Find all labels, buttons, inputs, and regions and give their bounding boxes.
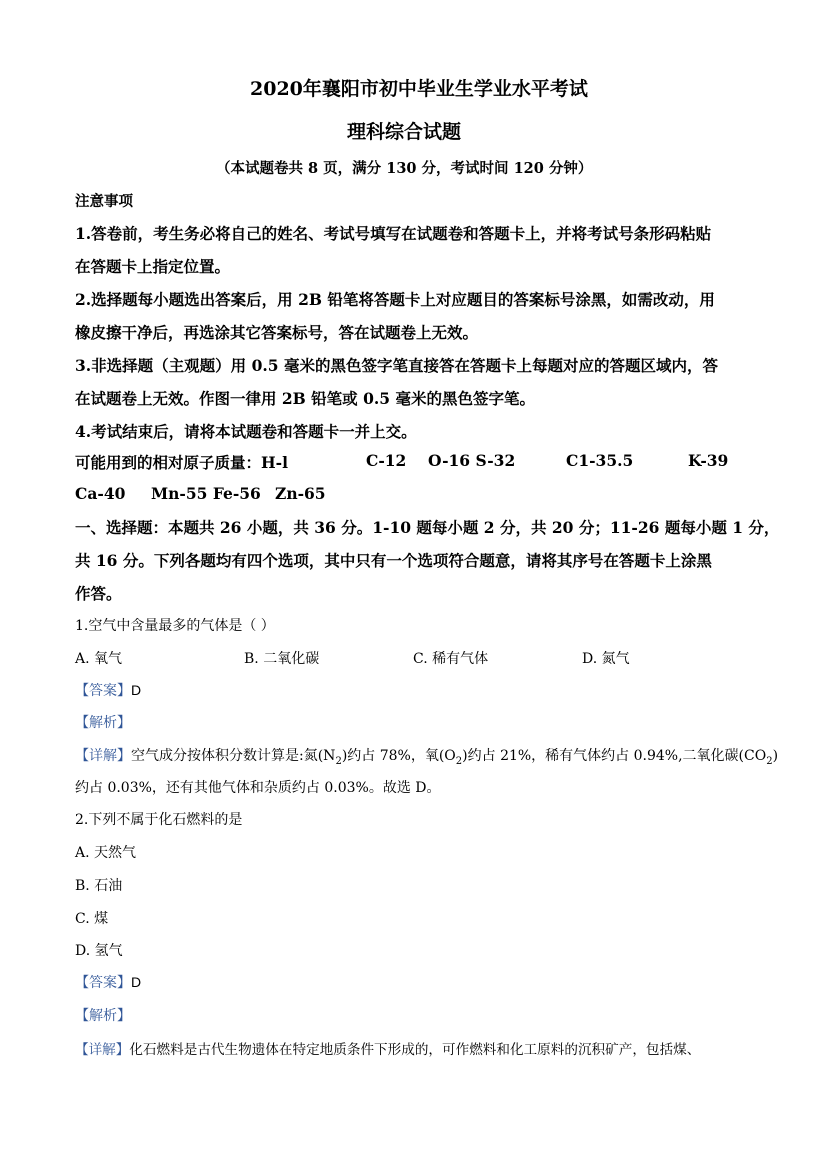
atomic-mass-mn-fe: Mn-55 Fe-56 xyxy=(151,484,261,503)
exam-meta: （本试题卷共 8 页，满分 130 分，考试时间 120 分钟） xyxy=(216,160,593,177)
notice-line-7: 4.考试结束后，请将本试题卷和答题卡一并上交。 xyxy=(75,422,417,441)
page-subtitle: 理科综合试题 xyxy=(347,121,462,143)
q1-subscript-o2: 2 xyxy=(455,755,463,767)
notice-heading: 注意事项 xyxy=(75,193,133,210)
q1-option-b: B. 二氧化碳 xyxy=(244,651,320,667)
atomic-mass-k: K-39 xyxy=(688,451,729,470)
q1-answer-tag: 【答案】 xyxy=(75,683,131,699)
q2-analysis-tag: 【解析】 xyxy=(75,1008,131,1024)
atomic-mass-cl: C1-35.5 xyxy=(566,451,634,470)
atomic-mass-label: 可能用到的相对原子质量：H-l xyxy=(75,453,288,472)
q1-detail-part-b: )约占 78%，氧(O xyxy=(341,748,456,764)
q2-option-b: B. 石油 xyxy=(75,878,123,894)
q1-detail-part-a: 空气成分按体积分数计算是:氮(N xyxy=(131,748,336,764)
section-intro-1: 一、选择题：本题共 26 小题，共 36 分。1-10 题每小题 2 分，共 20 分；11-26 题每小题 1 分， xyxy=(75,518,780,537)
q1-option-c: C. 稀有气体 xyxy=(413,651,489,667)
q2-answer-tag: 【答案】 xyxy=(75,975,131,991)
page-title: 2020年襄阳市初中毕业生学业水平考试 xyxy=(250,78,588,100)
q1-option-a: A. 氧气 xyxy=(75,651,123,667)
q1-answer-row xyxy=(75,680,141,700)
q1-detail-part-d: ) xyxy=(772,748,779,764)
q2-detail-tag: 【详解】 xyxy=(75,1042,130,1058)
atomic-mass-zn: Zn-65 xyxy=(275,484,326,503)
q1-detail-line-2: 约占 0.03%，还有其他气体和杂质约占 0.03%。故选 D。 xyxy=(75,780,441,796)
q1-detail-part-c: )约占 21%，稀有气体约占 0.94%,二氧化碳(CO xyxy=(462,748,767,764)
notice-line-1: 1.答卷前，考生务必将自己的姓名、考试号填写在试题卷和答题卡上，并将考试号条形码粘贴 xyxy=(75,224,712,243)
atomic-mass-ca: Ca-40 xyxy=(75,484,126,503)
q1-subscript-n2: 2 xyxy=(335,755,342,767)
q2-option-c: C. 煤 xyxy=(75,911,109,927)
q1-stem: 1.空气中含量最多的气体是（ ） xyxy=(75,618,275,634)
notice-line-4: 橡皮擦干净后，再选涂其它答案标号，答在试题卷上无效。 xyxy=(75,323,479,342)
q2-option-a: A. 天然气 xyxy=(75,845,137,861)
q2-stem: 2.下列不属于化石燃料的是 xyxy=(75,812,243,828)
atomic-mass-o-s: O-16 S-32 xyxy=(428,451,516,470)
q1-option-d: D. 氮气 xyxy=(582,651,630,667)
q1-subscript-co2: 2 xyxy=(766,755,773,767)
q2-answer-row xyxy=(75,972,141,992)
notice-line-5: 3.非选择题（主观题）用 0.5 毫米的黑色签字笔直接答在答题卡上每题对应的答题区域内，答 xyxy=(75,356,718,375)
notice-line-2: 在答题卡上指定位置。 xyxy=(75,257,231,276)
atomic-mass-c: C-12 xyxy=(366,451,407,470)
q1-detail-line-1 xyxy=(75,745,778,767)
q1-answer: D xyxy=(131,682,142,698)
q2-detail-line xyxy=(75,1038,700,1058)
q1-analysis-tag: 【解析】 xyxy=(75,715,131,731)
notice-line-3: 2.选择题每小题选出答案后，用 2B 铅笔将答题卡上对应题目的答案标号涂黑，如需改动，用 xyxy=(75,290,715,309)
notice-line-6: 在试题卷上无效。作图一律用 2B 铅笔或 0.5 毫米的黑色签字笔。 xyxy=(75,389,535,408)
q2-detail-text: 化石燃料是古代生物遗体在特定地质条件下形成的，可作燃料和化工原料的沉积矿产，包括煤、 xyxy=(129,1042,701,1058)
section-intro-2: 共 16 分。下列各题均有四个选项，其中只有一个选项符合题意，请将其序号在答题卡上涂黑 xyxy=(75,551,712,570)
section-intro-3: 作答。 xyxy=(75,584,122,603)
q2-option-d: D. 氢气 xyxy=(75,943,123,959)
q1-detail-tag: 【详解】 xyxy=(75,748,131,764)
q2-answer: D xyxy=(131,974,142,990)
